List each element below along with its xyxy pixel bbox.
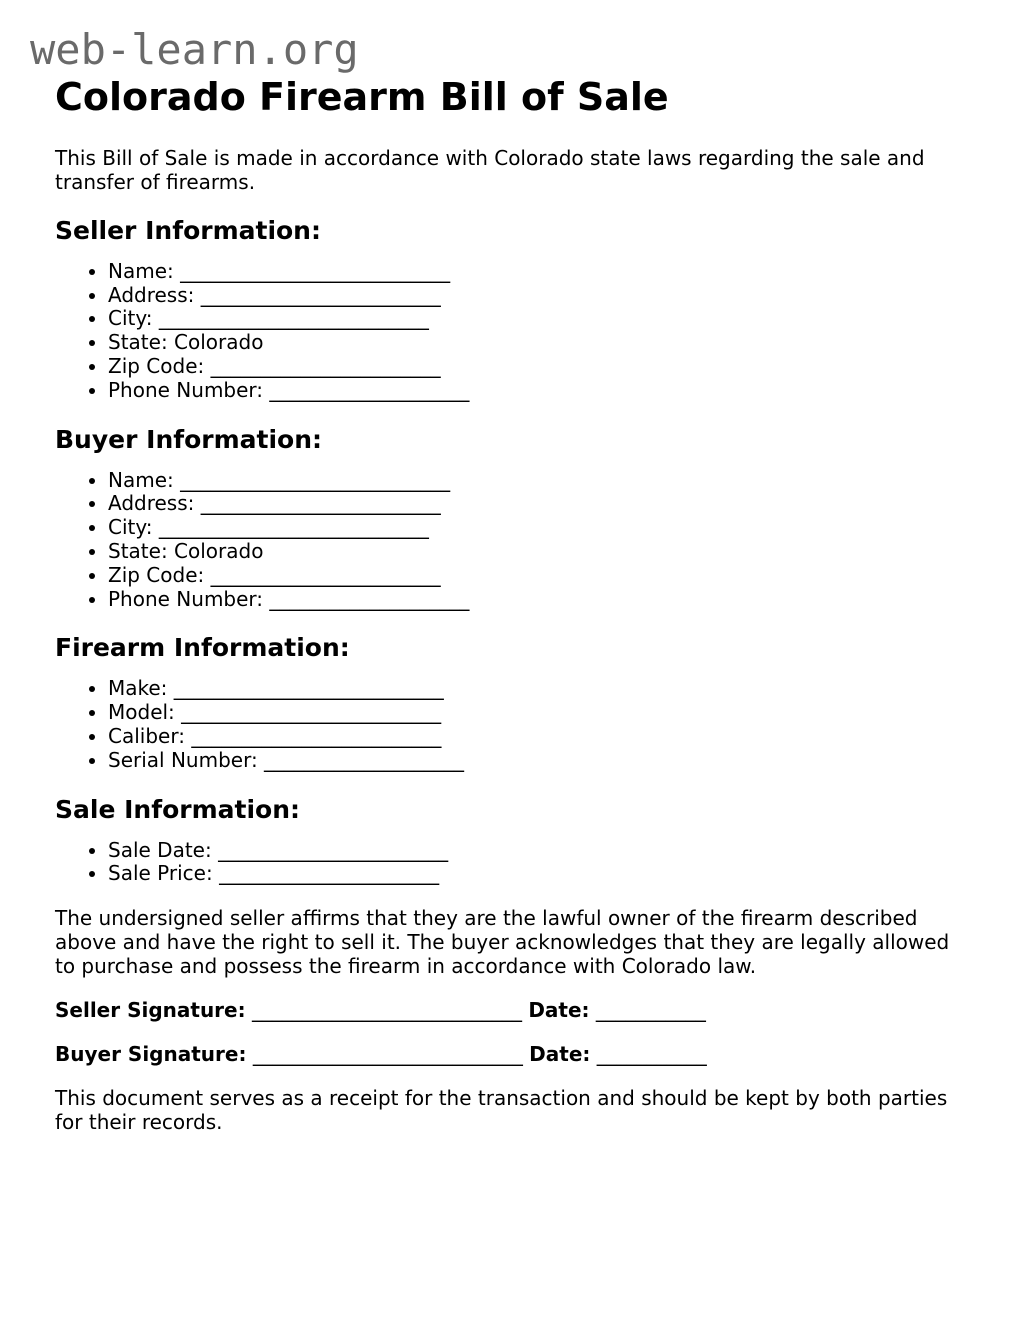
blank-line: ___________________________ [158,515,429,540]
blank-line: ___________________________ [180,258,451,283]
signature-blank-line: ___________________________ [251,998,522,1023]
blank-line: ____________________ [269,586,470,611]
field-value: Colorado [174,330,264,355]
field-label: Phone Number: [108,377,264,402]
field-label: Address: [108,282,195,307]
buyer-city-field [108,516,955,540]
sale-price-field [108,862,955,886]
field-label: Name: [108,467,174,492]
field-label: State: [108,330,168,355]
field-label: Phone Number: [108,586,264,611]
sale-date-field [108,839,955,863]
blank-line: ________________________ [200,491,441,516]
seller-state-field [108,331,955,355]
field-label: City: [108,515,153,540]
field-label: City: [108,306,153,331]
firearm-serial-field [108,749,955,773]
field-label: Caliber: [108,723,185,748]
affirmation-paragraph: The undersigned seller affirms that they are the lawful owner of the firearm described above and have the right to sell it. The buyer acknowledges that they are legally allowed to purchase and possess the firearm in accordance with Colorado law. [55,906,950,979]
firearm-caliber-field [108,725,955,749]
firearm-model-field [108,701,955,725]
seller-zip-field [108,355,955,379]
blank-line: ______________________ [219,861,440,886]
firearm-information-heading: Firearm Information: [55,633,350,663]
seller-signature-label: Seller Signature: [55,998,246,1023]
buyer-state-field [108,540,955,564]
buyer-date-label: Date: [529,1042,591,1067]
seller-information-list [55,260,955,403]
field-label: Serial Number: [108,747,258,772]
blank-line: _______________________ [210,562,441,587]
blank-line: ________________________ [200,282,441,307]
blank-line: ___________________________ [180,467,451,492]
field-value: Colorado [174,538,264,563]
signature-blank-line: ___________________________ [252,1042,523,1067]
blank-line: _________________________ [191,723,442,748]
firearm-make-field [108,677,955,701]
intro-paragraph: This Bill of Sale is made in accordance with Colorado state laws regarding the sale and transfer of firearms. [55,145,925,194]
field-label: State: [108,538,168,563]
seller-signature-line [55,998,955,1022]
field-label: Sale Date: [108,837,212,862]
blank-line: ___________________________ [158,306,429,331]
document-content [55,76,955,1134]
field-label: Model: [108,700,175,725]
field-label: Zip Code: [108,353,205,378]
seller-phone-field [108,379,955,403]
buyer-zip-field [108,564,955,588]
seller-address-field [108,284,955,308]
buyer-signature-line [55,1042,955,1066]
sale-information-list [55,839,955,887]
buyer-address-field [108,492,955,516]
buyer-information-heading: Buyer Information: [55,424,323,454]
blank-line: ____________________ [269,377,470,402]
blank-line: __________________________ [181,700,442,725]
field-label: Zip Code: [108,562,205,587]
date-blank-line: ___________ [595,998,706,1023]
field-label: Make: [108,676,168,701]
blank-line: _______________________ [218,837,449,862]
blank-line: ___________________________ [173,676,444,701]
footer-note: This document serves as a receipt for the transaction and should be kept by both parties for their records. [55,1086,948,1135]
blank-line: ____________________ [264,747,465,772]
seller-city-field [108,307,955,331]
sale-information-heading: Sale Information: [55,794,300,824]
field-label: Address: [108,491,195,516]
seller-date-label: Date: [528,998,590,1023]
page-title: Colorado Firearm Bill of Sale [55,75,669,120]
field-label: Name: [108,258,174,283]
date-blank-line: ___________ [596,1042,707,1067]
buyer-name-field [108,469,955,493]
blank-line: _______________________ [210,353,441,378]
buyer-phone-field [108,588,955,612]
buyer-signature-label: Buyer Signature: [55,1042,247,1067]
seller-name-field [108,260,955,284]
buyer-information-list [55,469,955,612]
seller-information-heading: Seller Information: [55,215,321,245]
site-logo: web-learn.org [30,25,359,74]
firearm-information-list [55,677,955,772]
field-label: Sale Price: [108,861,213,886]
